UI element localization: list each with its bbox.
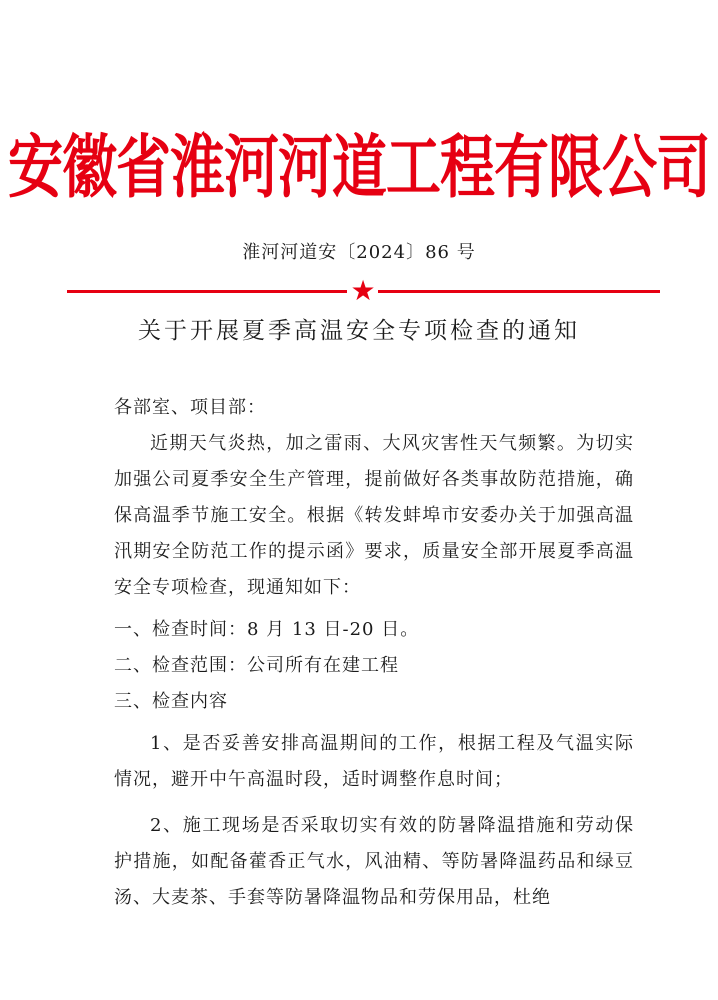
- section-inspection-scope: 二、检查范围：公司所有在建工程: [114, 655, 399, 676]
- red-divider-left: [67, 290, 347, 293]
- content-item-1: [114, 726, 634, 798]
- content-item-1-text: 1、是否妥善安排高温期间的工作，根据工程及气温实际情况，避开中午高温时段，适时调整作息时间；: [114, 733, 634, 790]
- intro-paragraph: [114, 426, 634, 606]
- notice-title: 关于开展夏季高温安全专项检查的通知: [138, 318, 580, 344]
- addressee: 各部室、项目部：: [114, 397, 266, 418]
- section-inspection-content: 三、检查内容: [114, 691, 228, 712]
- intro-text: 近期天气炎热，加之雷雨、大风灾害性天气频繁。为切实加强公司夏季安全生产管理，提前做好各类事故防范措施，确保高温季节施工安全。根据《转发蚌埠市安委办关于加强高温汛期安全防范工作的提示函》要求，质量安全部开展夏季高温安全专项检查，现通知如下：: [114, 433, 634, 598]
- company-letterhead-title: 安徽省淮河河道工程有限公司: [7, 127, 710, 207]
- red-divider-right: [378, 290, 660, 293]
- content-item-2-text: 2、施工现场是否采取切实有效的防暑降温措施和劳动保护措施，如配备藿香正气水，风油精、等防暑降温药品和绿豆汤、大麦茶、手套等防暑降温物品和劳保用品，杜绝: [114, 815, 634, 908]
- red-star-icon: ★: [350, 274, 376, 307]
- section-inspection-time: 一、检查时间：8 月 13 日-20 日。: [114, 619, 420, 640]
- document-number: 淮河河道安〔2024〕86 号: [242, 242, 476, 263]
- content-item-2: [114, 808, 634, 916]
